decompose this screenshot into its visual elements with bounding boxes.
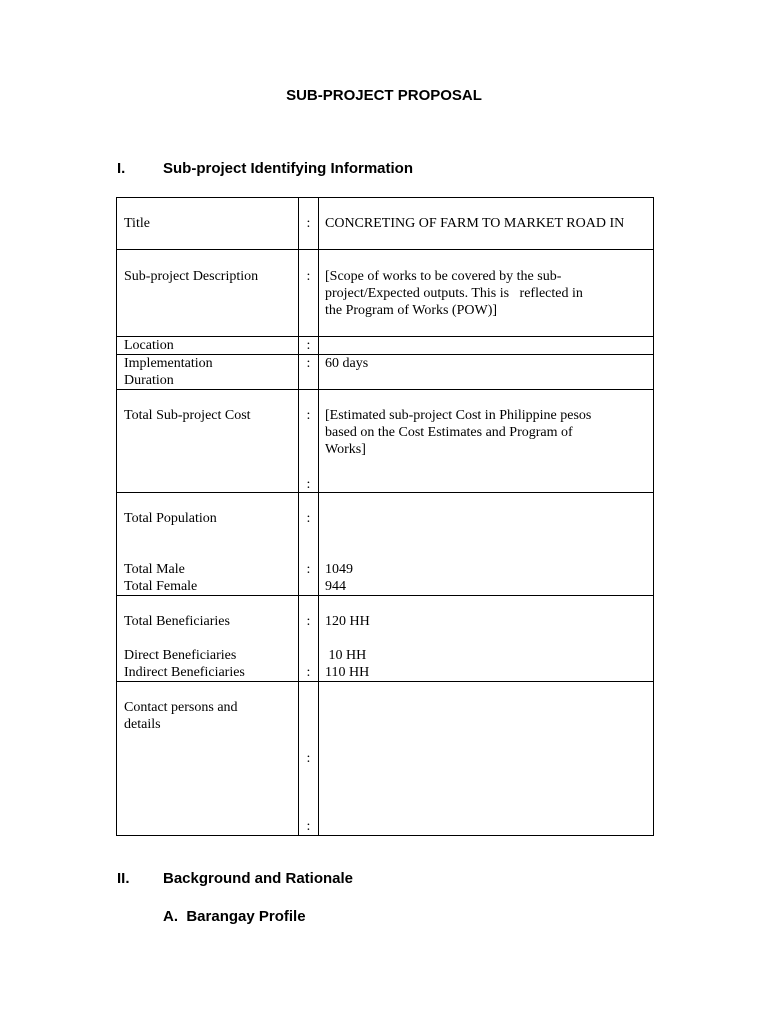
population-colon-cell xyxy=(299,493,319,596)
cost-value-line-2: based on the Cost Estimates and Program of xyxy=(325,425,573,440)
population-colon: : xyxy=(306,511,311,526)
contact-colon-cell xyxy=(299,682,319,836)
location-value-cell xyxy=(319,337,654,355)
duration-label-line-2: Duration xyxy=(124,373,174,388)
contact-colon-bottom: : xyxy=(306,819,311,834)
location-colon-cell xyxy=(299,337,319,355)
table-row-location xyxy=(117,337,654,355)
male-label: Total Male xyxy=(124,562,185,577)
duration-value: 60 days xyxy=(325,356,369,371)
male-colon: : xyxy=(306,562,311,577)
title-label: Title xyxy=(124,216,150,231)
table-row-duration xyxy=(117,355,654,390)
female-label: Total Female xyxy=(124,579,198,594)
cost-colon-bottom: : xyxy=(306,477,311,492)
section-2-title: Background and Rationale xyxy=(163,870,354,887)
cost-value-cell xyxy=(319,390,654,493)
cost-label-cell xyxy=(117,390,299,493)
table-row-beneficiaries xyxy=(117,596,654,682)
beneficiaries-value: 120 HH xyxy=(325,614,370,629)
duration-label-cell xyxy=(117,355,299,390)
title-colon: : xyxy=(306,216,311,231)
description-colon: : xyxy=(306,269,311,284)
indirect-value: 110 HH xyxy=(325,665,370,680)
description-label-cell xyxy=(117,250,299,337)
female-value: 944 xyxy=(325,579,346,594)
beneficiaries-label-cell xyxy=(117,596,299,682)
beneficiaries-value-cell xyxy=(319,596,654,682)
description-colon-cell xyxy=(299,250,319,337)
beneficiaries-colon-cell xyxy=(299,596,319,682)
location-colon: : xyxy=(306,338,311,353)
duration-colon: : xyxy=(306,356,311,371)
document-title: SUB-PROJECT PROPOSAL xyxy=(286,87,482,104)
title-label-cell xyxy=(117,198,299,250)
cost-colon-cell xyxy=(299,390,319,493)
title-value: CONCRETING OF FARM TO MARKET ROAD IN xyxy=(325,216,625,231)
contact-label-line-1: Contact persons and xyxy=(124,700,238,715)
section-1-number: I. xyxy=(117,160,126,177)
population-label: Total Population xyxy=(124,511,217,526)
beneficiaries-colon: : xyxy=(306,614,311,629)
table-row-population xyxy=(117,493,654,596)
description-value-line-1: [Scope of works to be covered by the sub- xyxy=(325,269,562,284)
cost-value-line-3: Works] xyxy=(325,442,366,457)
duration-label-line-1: Implementation xyxy=(124,356,213,371)
table-row-cost xyxy=(117,390,654,493)
indirect-colon: : xyxy=(306,665,311,680)
subsection-a-heading: A. Barangay Profile xyxy=(163,908,306,925)
description-value-line-3: the Program of Works (POW)] xyxy=(325,303,498,318)
section-1-title: Sub-project Identifying Information xyxy=(163,160,413,177)
identifying-info-table xyxy=(116,197,654,836)
table-row-description xyxy=(117,250,654,337)
contact-label-cell xyxy=(117,682,299,836)
direct-value: 10 HH xyxy=(325,648,367,663)
cost-label: Total Sub-project Cost xyxy=(124,408,251,423)
location-label: Location xyxy=(124,338,174,353)
contact-label-line-2: details xyxy=(124,717,161,732)
beneficiaries-label: Total Beneficiaries xyxy=(124,614,230,629)
population-value-cell xyxy=(319,493,654,596)
table-row-contact xyxy=(117,682,654,836)
cost-value-line-1: [Estimated sub-project Cost in Philippine pesos xyxy=(325,408,592,423)
population-label-cell xyxy=(117,493,299,596)
location-label-cell xyxy=(117,337,299,355)
cost-colon-top: : xyxy=(306,408,311,423)
section-2-number: II. xyxy=(117,870,130,887)
duration-value-cell xyxy=(319,355,654,390)
title-value-cell xyxy=(319,198,654,250)
title-colon-cell xyxy=(299,198,319,250)
duration-colon-cell xyxy=(299,355,319,390)
description-label: Sub-project Description xyxy=(124,269,259,284)
indirect-label: Indirect Beneficiaries xyxy=(124,665,245,680)
direct-label: Direct Beneficiaries xyxy=(124,648,237,663)
male-value: 1049 xyxy=(325,562,353,577)
contact-colon-middle: : xyxy=(306,751,311,766)
table-row-title xyxy=(117,198,654,250)
description-value-line-2: project/Expected outputs. This is reflected in xyxy=(325,286,583,301)
contact-value-cell xyxy=(319,682,654,836)
description-value-cell xyxy=(319,250,654,337)
